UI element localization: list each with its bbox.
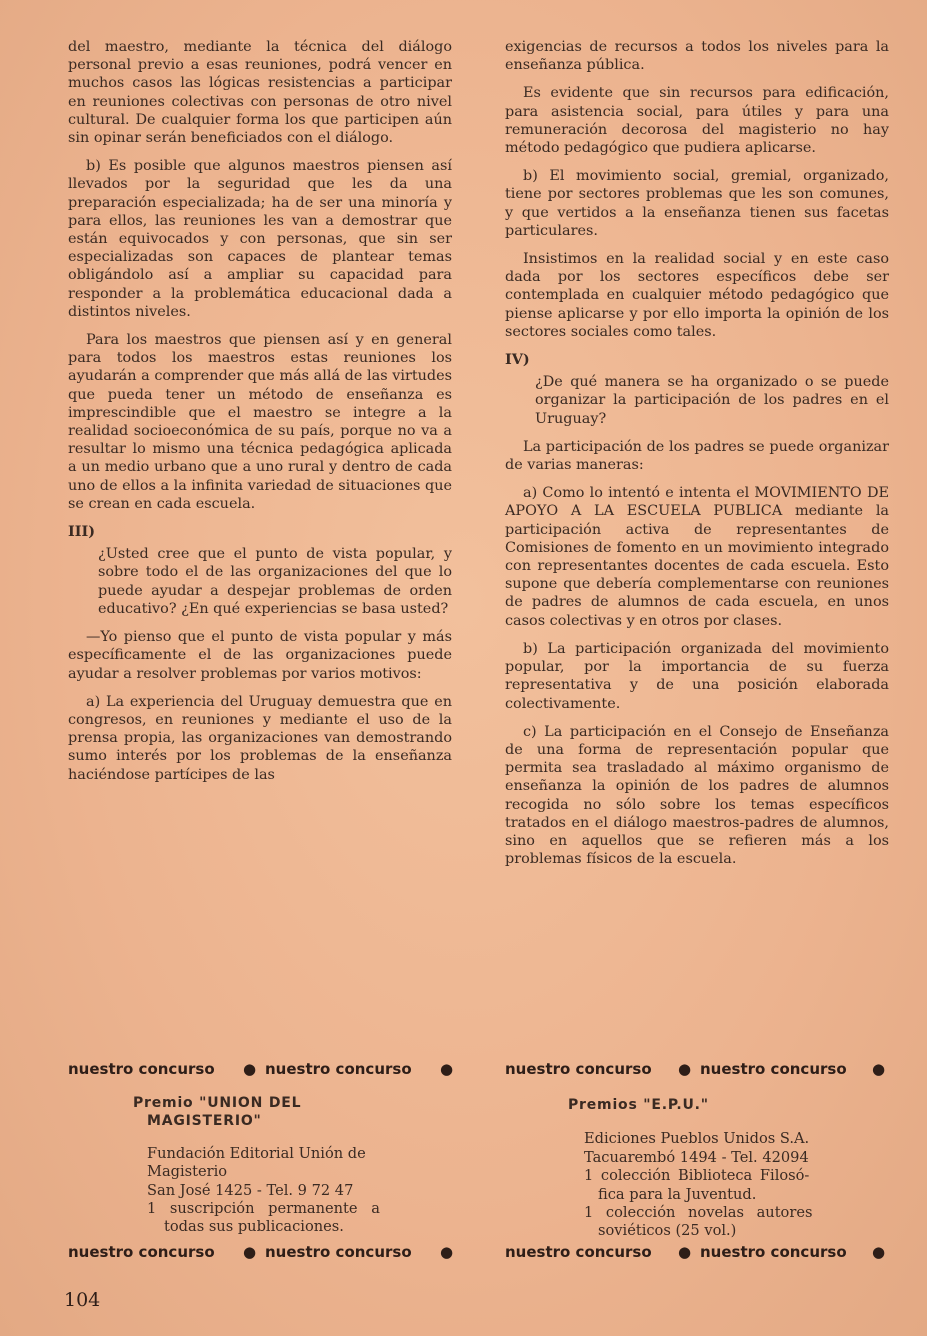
paragraph: La participación de los padres se puede organizar de varias maneras: bbox=[505, 438, 889, 474]
bullet-icon: ● bbox=[243, 1243, 257, 1261]
paragraph: Es evidente que sin recursos para edificación, para asistencia social, para útiles y para una remuneración decorosa del magisterio no hay método pedagógico que pudiera aplicarse. bbox=[505, 85, 889, 157]
prize-title: Premio "UNION DEL bbox=[133, 1095, 302, 1111]
prize-line: 1 colección novelas autores bbox=[584, 1204, 813, 1222]
prize-line: Magisterio bbox=[147, 1163, 228, 1181]
contest-banner-top bbox=[0, 1060, 927, 1080]
left-column bbox=[68, 38, 452, 794]
banner-text: nuestro concurso bbox=[68, 1060, 215, 1078]
banner-text: nuestro concurso bbox=[265, 1243, 412, 1261]
paragraph: b) La participación organizada del movimiento popular, por la importancia de su fuerza representativa y de una posición elaborada colectivamente. bbox=[505, 640, 889, 712]
paragraph: c) La participación en el Consejo de Enseñanza de una forma de representación popular que permita sea trasladado al máximo organismo de enseñanza la opinión de los padres de alumnos recogida no sólo sobre los temas específicos tratados en el diálogo maestros-padres de alumnos, sino en aquellos que se refieren más a los problemas físicos de la escuela. bbox=[505, 723, 889, 868]
prize-line: 1 suscripción permanente a bbox=[147, 1200, 380, 1218]
prize-title: MAGISTERIO" bbox=[147, 1113, 262, 1130]
banner-text: nuestro concurso bbox=[265, 1060, 412, 1078]
prize-union-magisterio bbox=[133, 1094, 380, 1237]
page-number: 104 bbox=[64, 1289, 101, 1311]
right-column bbox=[505, 38, 889, 878]
prize-line: 1 colección Biblioteca Filosó- bbox=[584, 1167, 810, 1185]
prize-line: Fundación Editorial Unión de bbox=[147, 1144, 366, 1162]
prize-line: Tacuarembó 1494 - Tel. 42094 bbox=[584, 1148, 809, 1166]
bullet-icon: ● bbox=[678, 1243, 692, 1261]
bullet-icon: ● bbox=[872, 1060, 886, 1078]
paragraph: Para los maestros que piensen así y en general para todos los maestros estas reuniones los ayudarán a comprender que más allá de las virtudes que pueda tener un método de enseñanza es imprescindible que el maestro se integre a la realidad socioeconómica de su país, porque no va a resultar lo mismo una técnica pedagógica aplicada a un medio urbano que a uno rural y dentro de cada uno de ellos a la infinita variedad de situaciones que se crean en cada escuela. bbox=[68, 332, 452, 512]
contest-banner-bottom bbox=[0, 1243, 927, 1263]
bullet-icon: ● bbox=[678, 1060, 692, 1078]
banner-text: nuestro concurso bbox=[505, 1243, 652, 1261]
prize-line: San José 1425 - Tel. 9 72 47 bbox=[147, 1181, 354, 1199]
banner-text: nuestro concurso bbox=[505, 1060, 652, 1078]
bullet-icon: ● bbox=[440, 1243, 454, 1261]
banner-text: nuestro concurso bbox=[700, 1060, 847, 1078]
bullet-icon: ● bbox=[872, 1243, 886, 1261]
bullet-icon: ● bbox=[243, 1060, 257, 1078]
paragraph: a) La experiencia del Uruguay demuestra que en congresos, en reuniones y mediante el uso de la prensa propia, las organizaciones van demostrando sumo interés por los problemas de la enseñanza haciéndose partícipes de las bbox=[68, 693, 452, 783]
paragraph: b) El movimiento social, gremial, organizado, tiene por sectores problemas que les son comunes, y que vertidos a la enseñanza tienen sus facetas particulares. bbox=[505, 168, 889, 239]
prize-epu bbox=[568, 1096, 812, 1241]
prize-title: Premios "E.P.U." bbox=[568, 1097, 709, 1113]
paragraph: del maestro, mediante la técnica del diálogo personal previo a esas reuniones, podrá vencer en muchos casos las lógicas resistencias a participar en reuniones colectivas con personas de otro nivel cultural. De cualquier forma los que participen aún sin opinar serán beneficiados con el diálogo. bbox=[68, 39, 452, 147]
banner-text: nuestro concurso bbox=[700, 1243, 847, 1261]
paragraph: Insistimos en la realidad social y en este caso dada por los sectores específicos debe ser contemplada en cualquier método pedagógico que piense aplicarse y por ello importa la opinión de los sectores sociales como tales. bbox=[505, 251, 889, 340]
bullet-icon: ● bbox=[440, 1060, 454, 1078]
prize-line: fica para la Juventud. bbox=[598, 1185, 757, 1203]
interview-question: ¿Usted cree que el punto de vista popular, y sobre todo el de las organizaciones del que lo puede ayudar a despejar problemas de orden educativo? ¿En qué experiencias se basa usted? bbox=[98, 546, 452, 617]
section-number: IV) bbox=[505, 351, 530, 369]
paragraph: b) Es posible que algunos maestros piensen así llevados por la seguridad que les da una preparación especializada; ha de ser una minoría y para ellos, las reuniones les van a demostrar que están equivocados y con personas, que sin ser especializadas son capaces de plantear temas obligándolo así a ampliar su capacidad para responder a la problemática educacional dada a distintos niveles. bbox=[68, 158, 452, 320]
prize-line: Ediciones Pueblos Unidos S.A. bbox=[584, 1130, 810, 1148]
section-number: III) bbox=[68, 523, 96, 541]
paragraph: —Yo pienso que el punto de vista popular y más específicamente el de las organizaciones puede ayudar a resolver problemas por varios motivos: bbox=[68, 629, 452, 682]
prize-line: soviéticos (25 vol.) bbox=[598, 1222, 737, 1240]
interview-question: ¿De qué manera se ha organizado o se puede organizar la participación de los padres en el Uruguay? bbox=[535, 374, 889, 427]
paragraph: a) Como lo intentó e intenta el MOVIMIENTO DE APOYO A LA ESCUELA PUBLICA mediante la participación activa de representantes de Comisiones de fomento en un movimiento integrado con representantes docentes de cada escuela. Esto supone que debería complementarse con reuniones de padres de alumnos de cada escuela, en unos casos colectivas y en otros por clases. bbox=[505, 485, 889, 629]
paragraph: exigencias de recursos a todos los niveles para la enseñanza pública. bbox=[505, 39, 889, 74]
prize-line: todas sus publicaciones. bbox=[164, 1218, 344, 1236]
banner-text: nuestro concurso bbox=[68, 1243, 215, 1261]
